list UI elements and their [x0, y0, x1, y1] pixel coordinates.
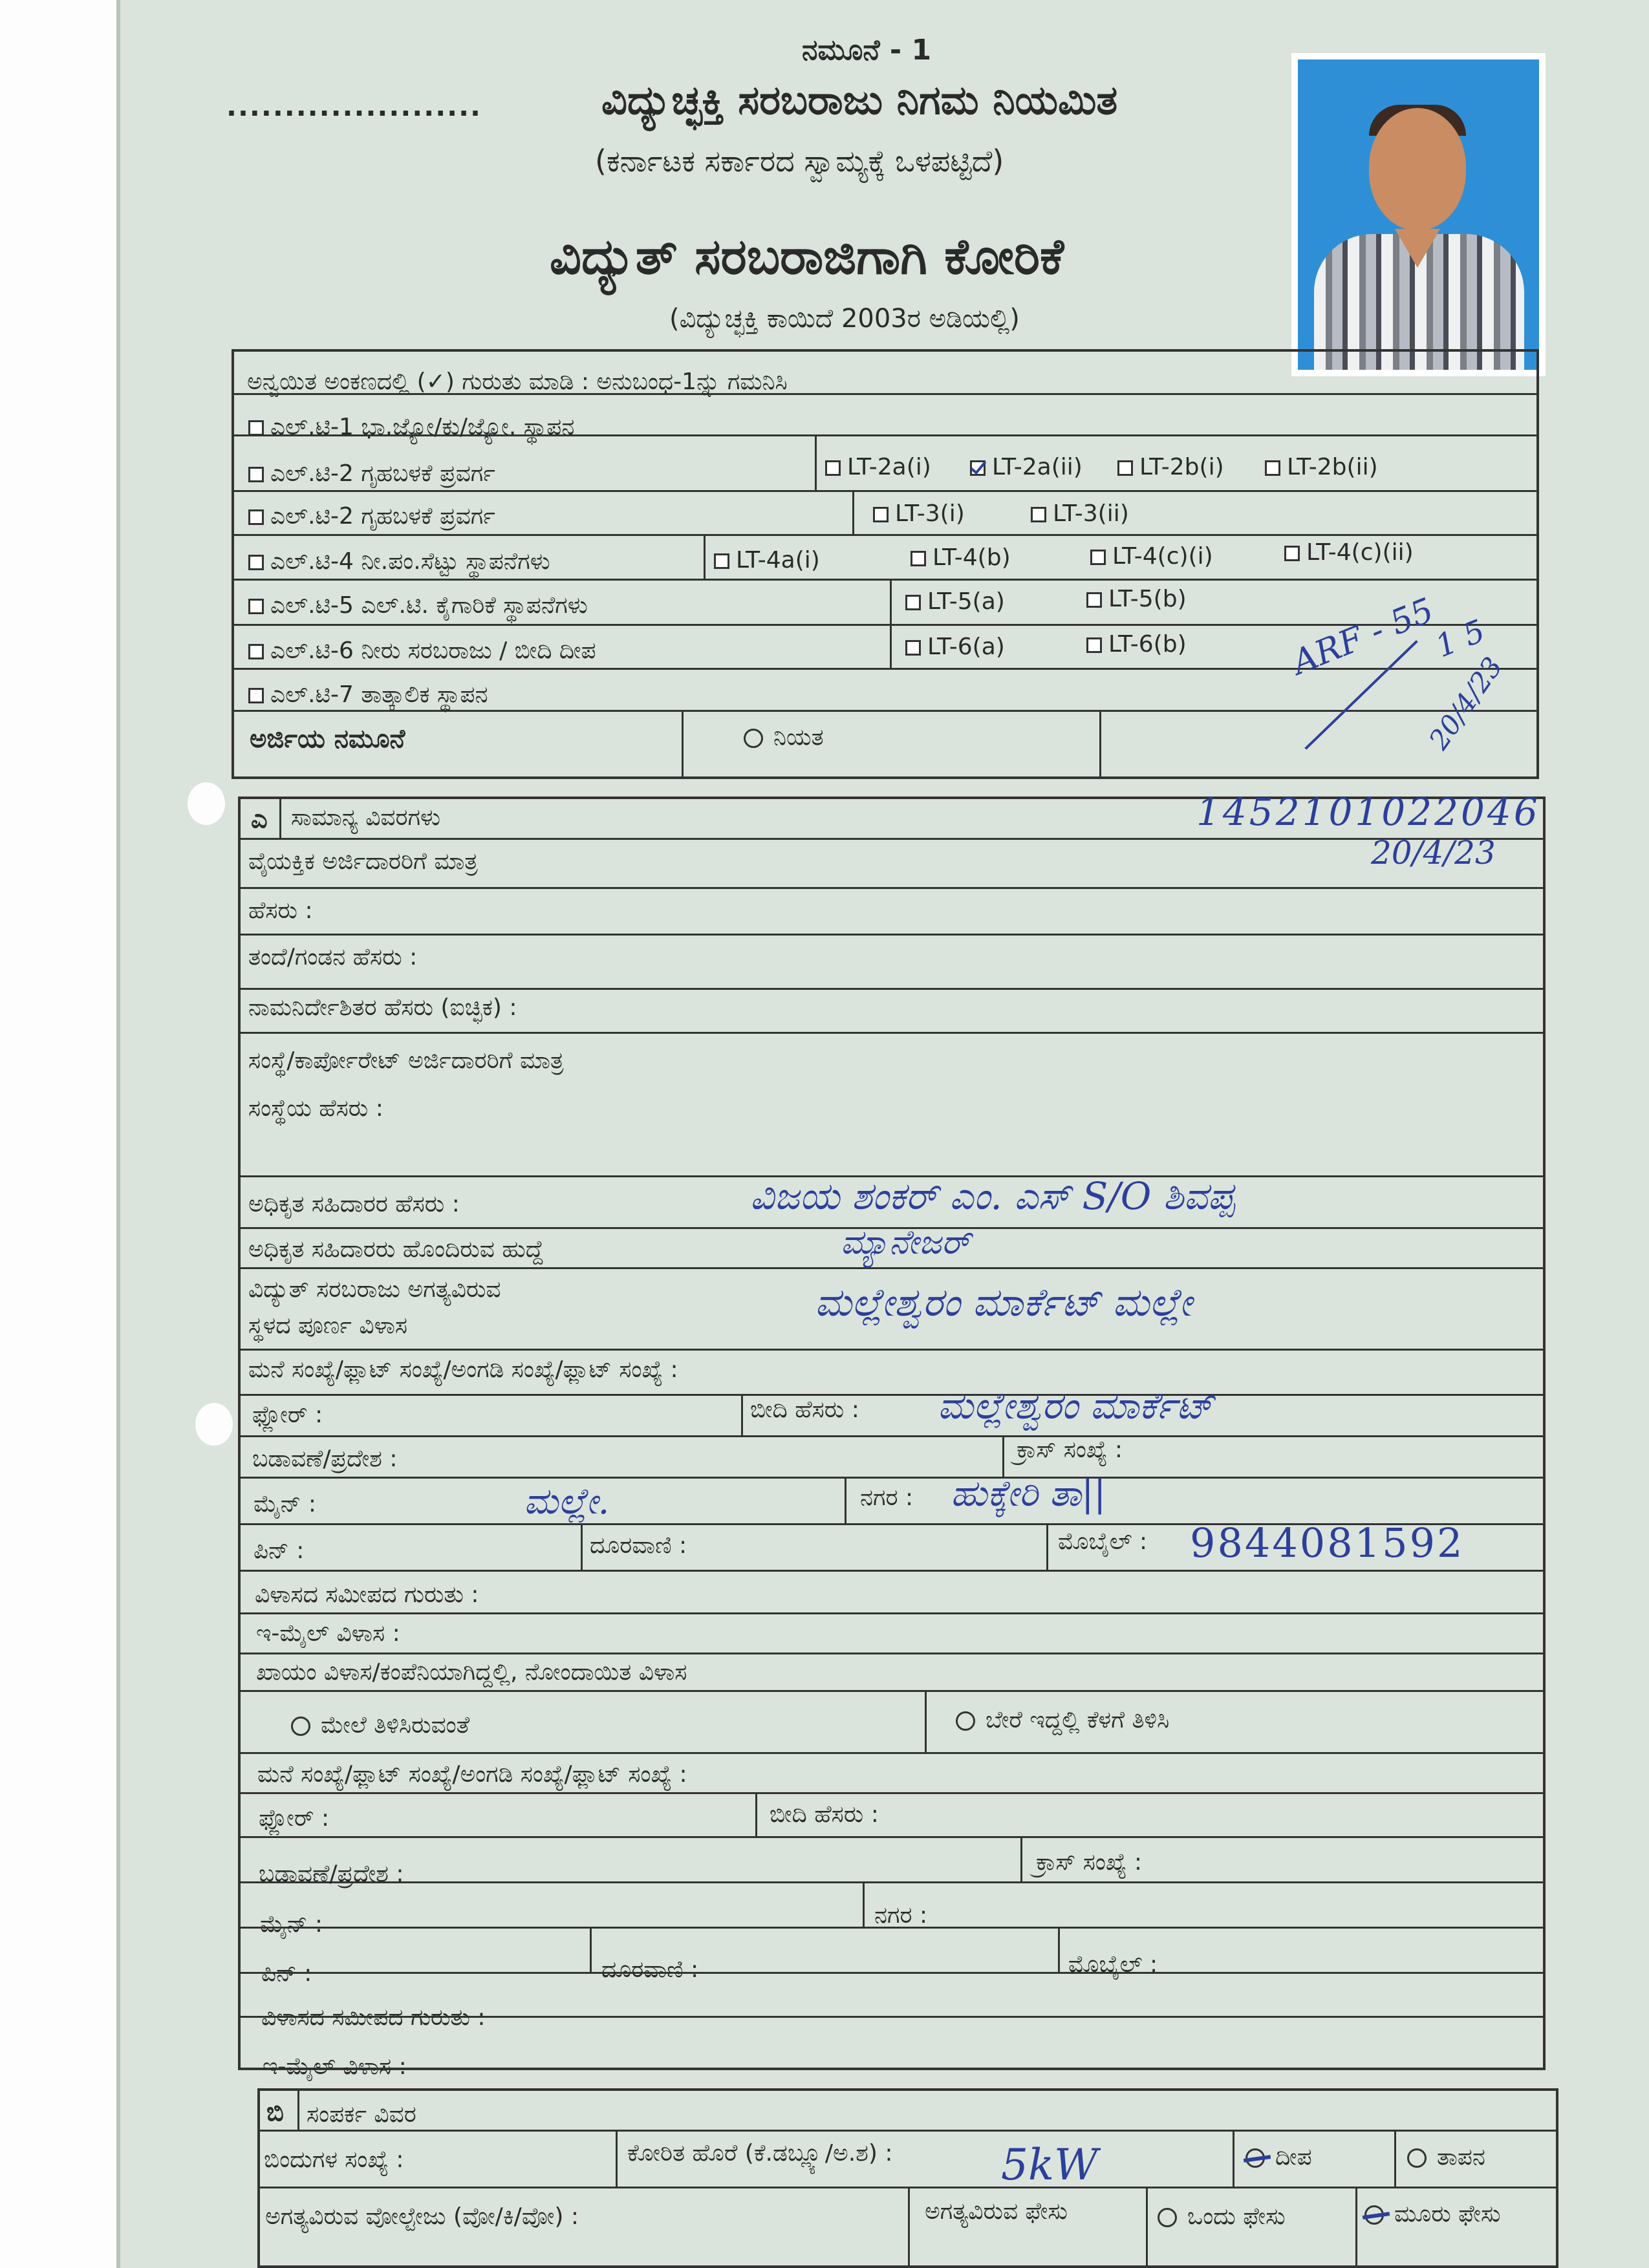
area-label-2: ಬಡಾವಣೆ/ಪ್ರದೇಶ :	[259, 1861, 404, 1887]
lt6-a-checkbox[interactable]	[905, 640, 921, 656]
applicant-photo	[1291, 53, 1546, 376]
organisation-name: ವಿದ್ಯುಚ್ಛಕ್ತಿ ಸರಬರಾಜು ನಿಗಮ ನಿಯಮಿತ	[601, 76, 1118, 123]
section-a-title: ಸಾಮಾನ್ಯ ವಿವರಗಳು	[291, 804, 441, 831]
option-lt2b-i[interactable]: LT-2b(i)	[1117, 454, 1224, 480]
lt2b-i-checkbox[interactable]	[1117, 460, 1133, 476]
light-radio[interactable]	[1245, 2148, 1265, 2168]
organisation-blank: ......................	[226, 91, 482, 122]
section-a-code: ಎ	[251, 804, 268, 834]
father-name-label: ತಂದೆ/ಗಂಡನ ಹೆಸರು :	[248, 944, 418, 970]
org-name-label: ಸಂಸ್ಥೆಯ ಹೆಸರು :	[248, 1095, 383, 1122]
street-label-2: ಬೀದಿ ಹೆಸರು :	[770, 1801, 879, 1828]
individual-heading: ವೈಯಕ್ತಿಕ ಅರ್ಜಿದಾರರಿಗೆ ಮಾತ್ರ	[248, 848, 478, 875]
handwritten-auth-name: ವಿಜಯ ಶಂಕರ್ ಎಂ. ಎಸ್ S/O ಶಿವಪ್ಪ	[750, 1174, 1235, 1218]
light-option[interactable]: ದೀಪ	[1245, 2144, 1312, 2171]
email-label-2: ಇ-ಮೈಲ್ ವಿಳಾಸ :	[263, 2053, 407, 2080]
landmark-label-2: ವಿಳಾಸದ ಸಮೀಪದ ಗುರುತು :	[261, 2004, 486, 2031]
category-row-lt4[interactable]: ಎಲ್.ಟಿ-4 ನೀ.ಪಂ.ಸೆಟ್ಟು ಸ್ಥಾಪನೆಗಳು	[248, 548, 550, 575]
option-lt3-ii[interactable]: LT-3(ii)	[1031, 500, 1129, 527]
lt4-c-i-checkbox[interactable]	[1090, 550, 1106, 565]
lt2a-ii-checkbox[interactable]	[970, 460, 986, 476]
lt7-checkbox[interactable]	[248, 688, 264, 703]
lt4-checkbox[interactable]	[248, 555, 264, 570]
option-lt4-c-ii[interactable]: LT-4(c)(ii)	[1284, 539, 1414, 566]
organisation-subtitle: (ಕರ್ನಾಟಕ ಸರ್ಕಾರದ ಸ್ವಾಮ್ಯಕ್ಕೆ ಒಳಪಟ್ಟಿದೆ)	[595, 144, 1004, 178]
auth-signatory-label: ಅಧಿಕೃತ ಸಹಿದಾರರ ಹೆಸರು :	[248, 1191, 460, 1217]
mobile-label-2: ಮೊಬೈಲ್ :	[1068, 1951, 1158, 1978]
single-phase-radio[interactable]	[1158, 2208, 1177, 2227]
voltage-label: ಅಗತ್ಯವಿರುವ ವೋಲ್ಟೇಜು (ವೋ/ಕಿ/ವೋ) :	[265, 2203, 579, 2230]
lt2b-ii-checkbox[interactable]	[1265, 460, 1280, 476]
corporate-heading: ಸಂಸ್ಥೆ/ಕಾರ್ಪೋರೇಟ್ ಅರ್ಜಿದಾರರಿಗೆ ಮಾತ್ರ	[248, 1047, 564, 1074]
category-row-lt5[interactable]: ಎಲ್.ಟಿ-5 ಎಲ್.ಟಿ. ಕೈಗಾರಿಕೆ ಸ್ಥಾಪನೆಗಳು	[248, 592, 588, 619]
handwritten-main: ಮಲ್ಲೇ.	[524, 1481, 610, 1523]
handwritten-load: 5kW	[1001, 2140, 1098, 2190]
handwritten-account-no: 1452101022046	[1196, 790, 1540, 834]
regular-radio[interactable]	[744, 729, 763, 748]
lt5-checkbox[interactable]	[248, 599, 264, 614]
lt4-b-checkbox[interactable]	[911, 551, 926, 566]
main-label: ಮೈನ್ :	[253, 1491, 316, 1517]
photo-face	[1369, 108, 1466, 231]
option-lt5-b[interactable]: LT-5(b)	[1086, 586, 1187, 612]
category-row-lt6[interactable]: ಎಲ್.ಟಿ-6 ನೀರು ಸರಬರಾಜು / ಬೀದಿ ದೀಪ	[248, 637, 596, 665]
handwritten-date: 20/4/23	[1371, 834, 1496, 872]
category-row-lt7[interactable]: ಎಲ್.ಟಿ-7 ತಾತ್ಕಾಲಿಕ ಸ್ಥಾಪನ	[248, 681, 488, 709]
name-label: ಹೆಸರು :	[248, 897, 313, 924]
floor-label-2: ಫ್ಲೋರ್ :	[259, 1805, 330, 1832]
auth-designation-label: ಅಧಿಕೃತ ಸಹಿದಾರರು ಹೊಂದಿರುವ ಹುದ್ದೆ	[248, 1236, 544, 1263]
if-different-option[interactable]: ಬೇರೆ ಇದ್ದಲ್ಲಿ ಕೆಳಗೆ ತಿಳಿಸಿ	[956, 1707, 1169, 1734]
handwritten-address: ಮಲ್ಲೇಶ್ವರಂ ಮಾರ್ಕೆಟ್ ಮಲ್ಲೇ	[815, 1280, 1192, 1325]
three-phase-option[interactable]: ಮೂರು ಫೇಸು	[1364, 2201, 1501, 2228]
category-row-lt1[interactable]: ಎಲ್.ಟಿ-1 ಭಾ.ಜ್ಯೋ/ಕು/ಜ್ಯೋ. ಸ್ಥಾಪನ	[248, 414, 574, 441]
house-no-label-2: ಮನೆ ಸಂಖ್ಯೆ/ಫ್ಲಾಟ್ ಸಂಖ್ಯೆ/ಅಂಗಡಿ ಸಂಖ್ಯೆ/ಫ್ಲಾಟ್ ಸಂಖ್ಯೆ :	[257, 1761, 687, 1788]
same-as-above-option[interactable]: ಮೇಲೆ ತಿಳಿಸಿರುವಂತೆ	[291, 1712, 469, 1739]
lt3-ii-checkbox[interactable]	[1031, 507, 1046, 522]
handwritten-street: ಮಲ್ಲೇಶ್ವರಂ ಮಾರ್ಕೆಟ್	[938, 1384, 1214, 1428]
phase-label: ಅಗತ್ಯವಿರುವ ಫೇಸು	[925, 2198, 1068, 2225]
cross-label: ಕ್ರಾಸ್ ಸಂಖ್ಯೆ :	[1017, 1437, 1123, 1463]
option-lt4-b[interactable]: LT-4(b)	[911, 544, 1011, 571]
section-b-title: ಸಂಪರ್ಕ ವಿವರ	[307, 2101, 416, 2128]
main-label-2: ಮೈನ್ :	[260, 1911, 323, 1938]
category-row-lt3[interactable]: ಎಲ್.ಟಿ-2 ಗೃಹಬಳಕೆ ಪ್ರವರ್ಗ	[248, 503, 495, 530]
house-no-label: ಮನೆ ಸಂಖ್ಯೆ/ಫ್ಲಾಟ್ ಸಂಖ್ಯೆ/ಅಂಗಡಿ ಸಂಖ್ಯೆ/ಫ್ಲಾಟ್ ಸಂಖ್ಯೆ :	[248, 1356, 678, 1383]
form-title: ವಿದ್ಯುತ್ ಸರಬರಾಜಿಗಾಗಿ ಕೋರಿಕೆ	[550, 228, 1064, 285]
form-number: ನಮೂನೆ - 1	[802, 34, 932, 67]
handwritten-date-stamp: 20/4/23	[1423, 651, 1509, 756]
supply-address-label-2: ಸ್ಥಳದ ಪೂರ್ಣ ವಿಳಾಸ	[248, 1312, 407, 1339]
handwritten-mobile: 9844081592	[1190, 1519, 1465, 1567]
pin-label: ಪಿನ್ :	[253, 1537, 305, 1564]
section-b-code: ಬಿ	[266, 2097, 284, 2127]
if-different-radio[interactable]	[956, 1711, 975, 1731]
lt1-checkbox[interactable]	[248, 420, 264, 436]
lt3-checkbox[interactable]	[248, 509, 264, 525]
handwritten-designation: ಮ್ಯಾನೇಜರ್	[841, 1223, 971, 1262]
paper-edge	[116, 0, 120, 2268]
option-lt6-b[interactable]: LT-6(b)	[1086, 631, 1187, 658]
points-label: ಬಿಂದುಗಳ ಸಂಖ್ಯೆ :	[264, 2146, 404, 2173]
punch-hole	[188, 782, 225, 825]
handwritten-city: ಹುಕ್ಕೇರಿ ತಾ||	[951, 1473, 1106, 1515]
heating-radio[interactable]	[1407, 2148, 1427, 2168]
option-lt5-a[interactable]: LT-5(a)	[905, 588, 1005, 615]
permanent-address-label: ಖಾಯಂ ವಿಳಾಸ/ಕಂಪೆನಿಯಾಗಿದ್ದಲ್ಲಿ, ನೋಂದಾಯಿತ ವಿಳಾಸ	[256, 1659, 687, 1685]
option-lt3-i[interactable]: LT-3(i)	[873, 500, 965, 527]
form-type-label: ಅರ್ಜಿಯ ನಮೂನೆ	[250, 724, 405, 754]
load-label: ಕೋರಿತ ಹೊರೆ (ಕೆ.ಡಬ್ಲ್ಯೂ/ಅ.ಶ) :	[627, 2140, 893, 2166]
phone-label: ದೂರವಾಣಿ :	[590, 1532, 687, 1559]
city-label-2: ನಗರ :	[874, 1902, 928, 1929]
lt4-c-ii-checkbox[interactable]	[1284, 546, 1300, 561]
street-label: ಬೀದಿ ಹೆಸರು :	[750, 1396, 859, 1423]
same-as-above-radio[interactable]	[291, 1717, 310, 1736]
mobile-label: ಮೊಬೈಲ್ :	[1058, 1528, 1148, 1555]
three-phase-radio[interactable]	[1364, 2205, 1384, 2225]
lt6-checkbox[interactable]	[248, 644, 264, 659]
option-lt2a-ii[interactable]: LT-2a(ii)	[970, 454, 1083, 480]
category-row-lt2[interactable]: ಎಲ್.ಟಿ-2 ಗೃಹಬಳಕೆ ಪ್ರವರ್ಗ	[248, 460, 495, 487]
lt2a-i-checkbox[interactable]	[825, 460, 841, 476]
photo-portrait	[1298, 59, 1539, 370]
handwritten-fraction: 1 5	[1430, 612, 1491, 665]
landmark-label: ವಿಳಾಸದ ಸಮೀಪದ ಗುರುತು :	[255, 1581, 479, 1608]
lt2-checkbox[interactable]	[248, 467, 264, 482]
handwritten-file-ref: ARF - 55	[1287, 590, 1439, 683]
city-label: ನಗರ :	[860, 1484, 914, 1511]
email-label: ಇ-ಮೈಲ್ ವಿಳಾಸ :	[256, 1620, 400, 1647]
category-instruction: ಅನ್ವಯಿತ ಅಂಕಣದಲ್ಲಿ (✓) ಗುರುತು ಮಾಡಿ : ಅನುಬಂಧ-1ನ್ನು ಗಮನಿಸಿ	[247, 369, 788, 395]
phone-label-2: ದೂರವಾಣಿ :	[601, 1956, 699, 1983]
lt5-a-checkbox[interactable]	[905, 595, 921, 610]
nominee-label: ನಾಮನಿರ್ದೇಶಿತರ ಹೆಸರು (ಐಚ್ಛಿಕ) :	[248, 994, 517, 1021]
area-label: ಬಡಾವಣೆ/ಪ್ರದೇಶ :	[252, 1446, 398, 1472]
heating-option[interactable]: ತಾಪನ	[1407, 2144, 1485, 2171]
option-lt6-a[interactable]: LT-6(a)	[905, 634, 1005, 660]
lt4a-i-checkbox[interactable]	[714, 553, 729, 569]
single-phase-option[interactable]: ಒಂದು ಫೇಸು	[1158, 2203, 1286, 2231]
form-act: (ವಿದ್ಯುಚ್ಛಕ್ತಿ ಕಾಯಿದೆ 2003ರ ಅಡಿಯಲ್ಲಿ)	[669, 304, 1020, 334]
form-type-regular[interactable]: ನಿಯತ	[744, 724, 824, 751]
cross-label-2: ಕ್ರಾಸ್ ಸಂಖ್ಯೆ :	[1036, 1849, 1142, 1876]
pin-label-2: ಪಿನ್ :	[261, 1960, 312, 1987]
lt3-i-checkbox[interactable]	[873, 507, 889, 522]
floor-label: ಫ್ಲೋರ್ :	[252, 1402, 323, 1428]
punch-hole	[195, 1403, 233, 1446]
option-lt4-c-i[interactable]: LT-4(c)(i)	[1090, 543, 1213, 570]
option-lt4a-i[interactable]: LT-4a(i)	[714, 547, 820, 573]
option-lt2b-ii[interactable]: LT-2b(ii)	[1265, 454, 1378, 480]
lt6-b-checkbox[interactable]	[1086, 637, 1102, 653]
lt5-b-checkbox[interactable]	[1086, 592, 1102, 608]
option-lt2a-i[interactable]: LT-2a(i)	[825, 454, 931, 480]
supply-address-label: ವಿದ್ಯುತ್ ಸರಬರಾಜು ಅಗತ್ಯವಿರುವ	[248, 1276, 501, 1303]
